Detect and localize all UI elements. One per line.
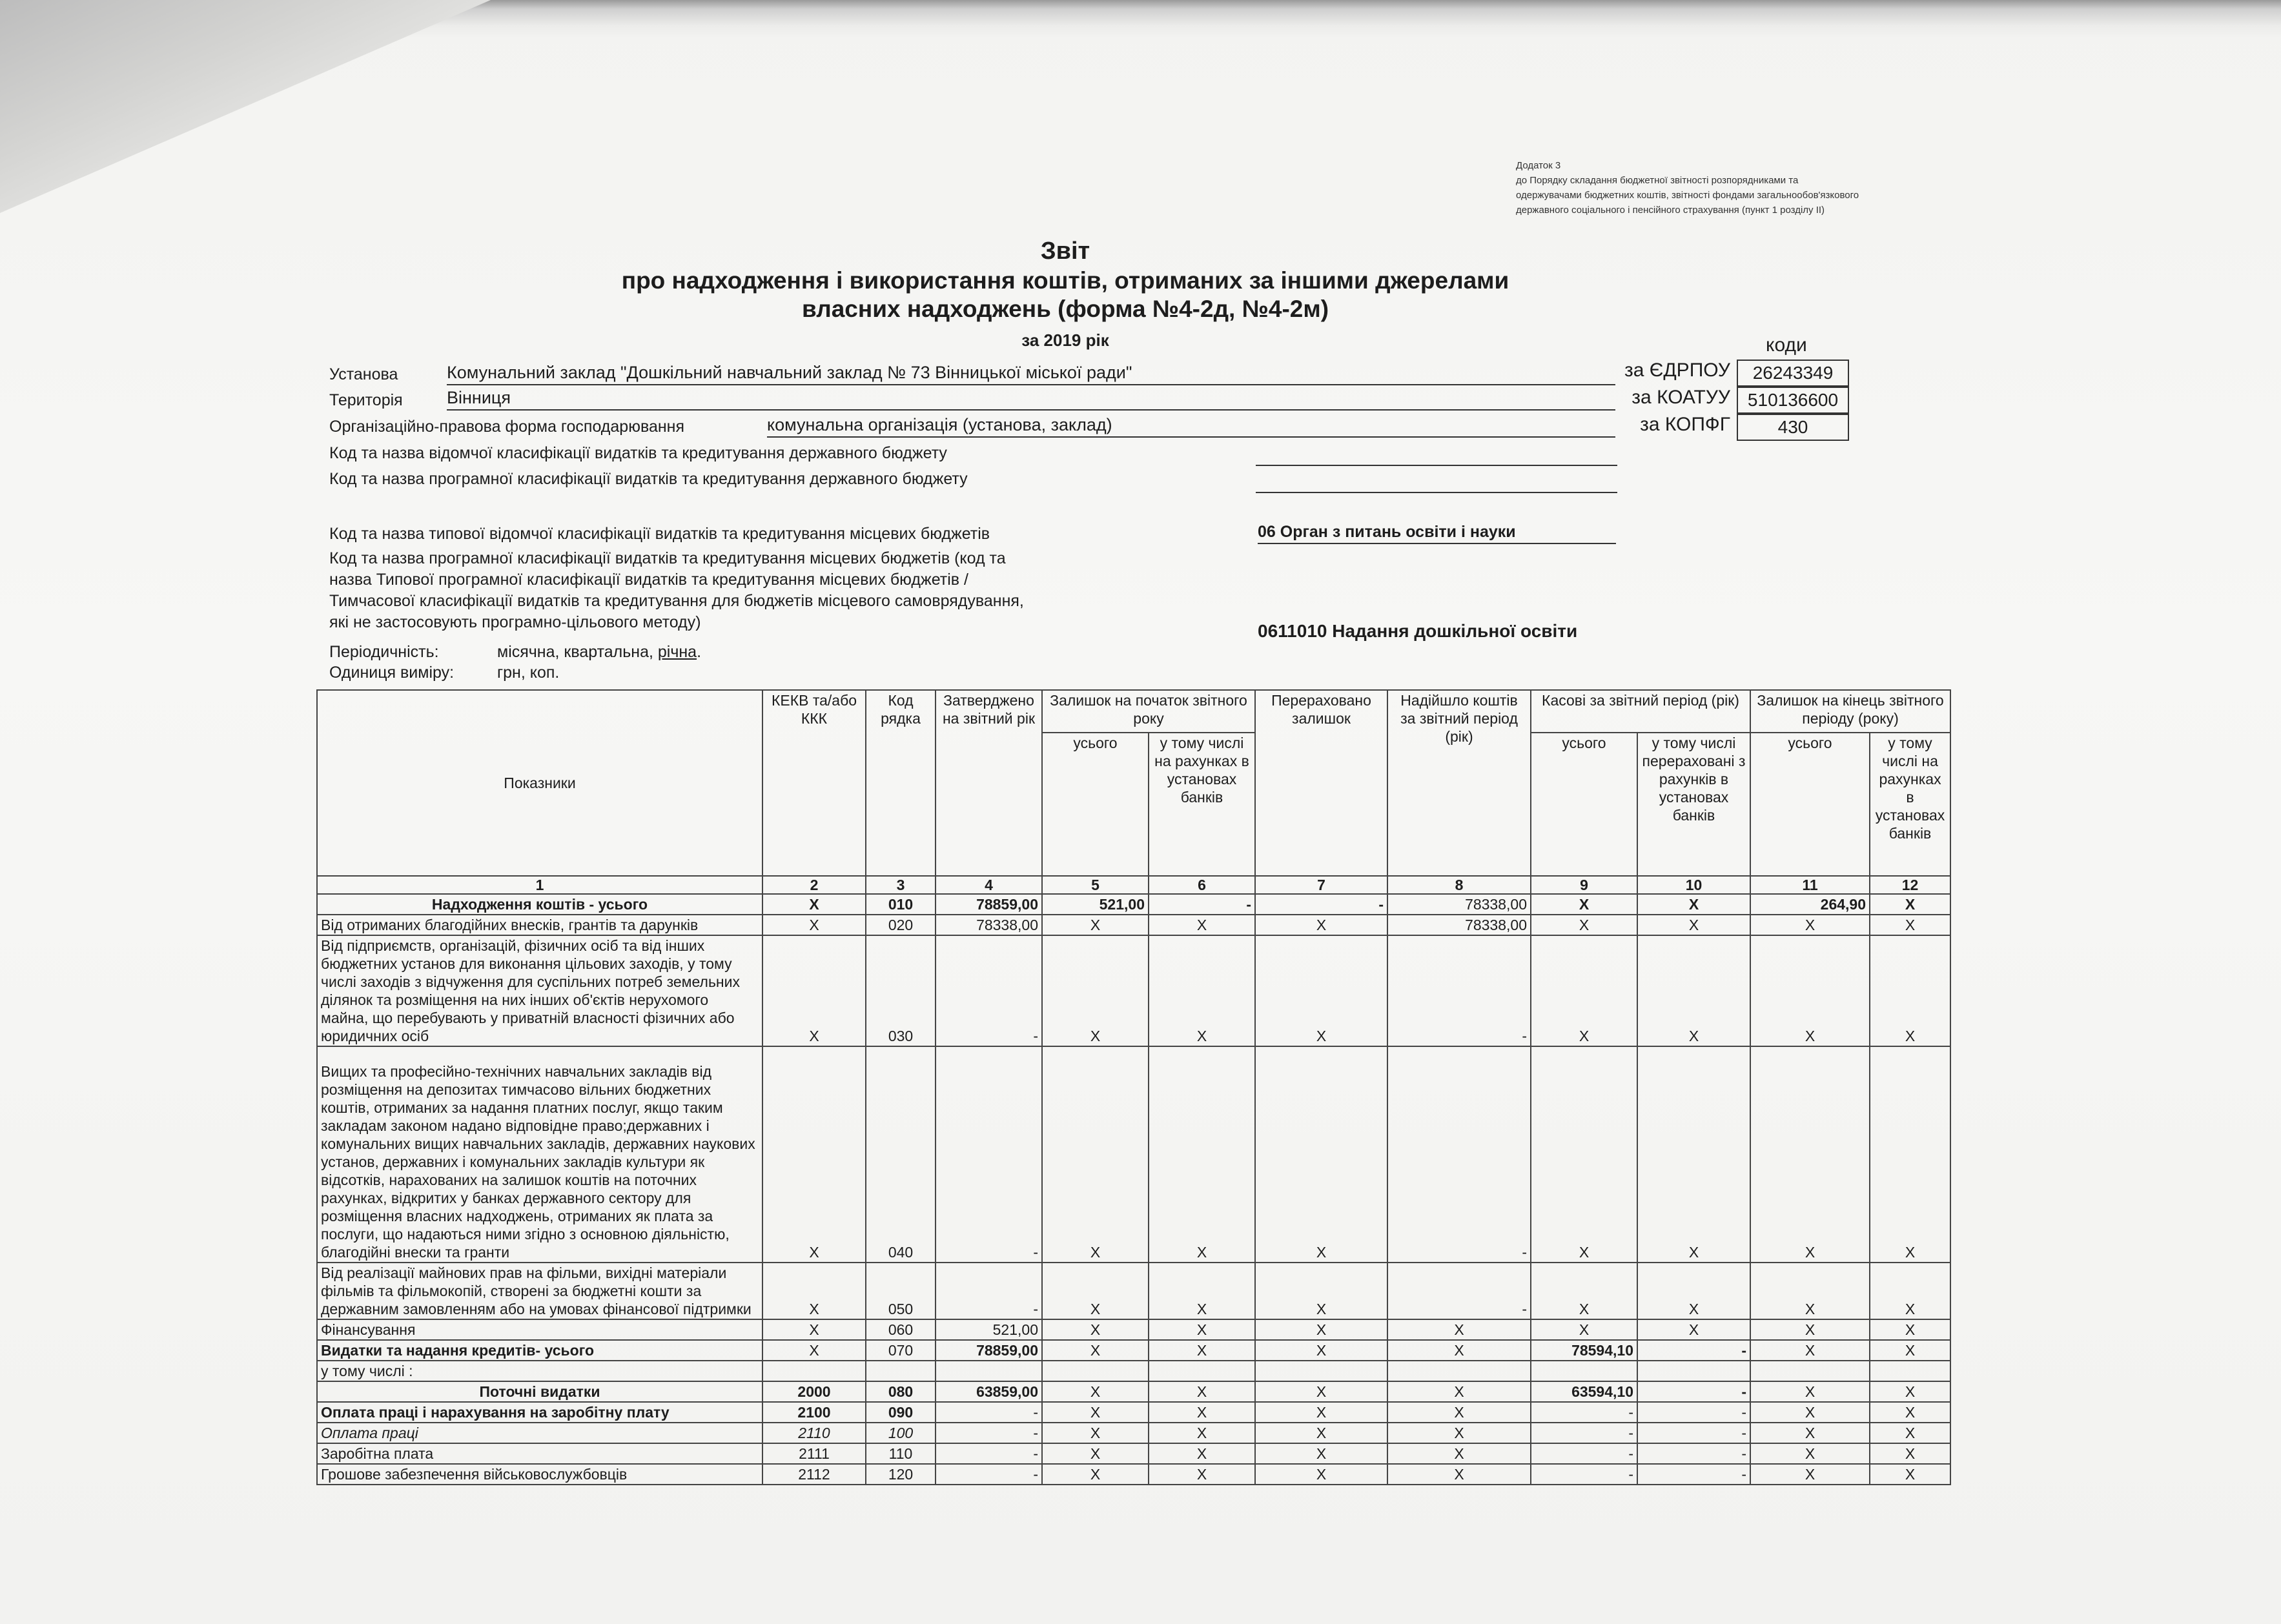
row-balance-start-banks: X	[1149, 1423, 1255, 1443]
row-kekv: X	[762, 1046, 866, 1263]
edrpou-code: 26243349	[1737, 360, 1849, 387]
column-number: 4	[936, 876, 1042, 894]
row-balance-start-banks: X	[1149, 1381, 1255, 1402]
column-number: 10	[1637, 876, 1750, 894]
row-balance-start-banks: X	[1149, 1443, 1255, 1464]
row-code: 100	[866, 1423, 936, 1443]
row-code: 060	[866, 1319, 936, 1340]
row-balance-start-banks: X	[1149, 1046, 1255, 1263]
table-row	[317, 1361, 1950, 1381]
row-kekv: 2111	[762, 1443, 866, 1464]
row-balance-start-banks: X	[1149, 1340, 1255, 1361]
unit-label: Одиниця виміру:	[329, 664, 455, 682]
header-cash: Касові за звітний період (рік)	[1531, 690, 1750, 733]
row-balance-end-total: X	[1750, 1443, 1870, 1464]
row-balance-start-total: X	[1042, 1263, 1149, 1319]
row-kekv: 2100	[762, 1402, 866, 1423]
territory-label: Територія	[329, 391, 403, 409]
row-balance-end-banks: X	[1870, 915, 1950, 935]
unit-value: грн, коп.	[497, 664, 560, 682]
row-balance-start-total: X	[1042, 915, 1149, 935]
row-balance-end-total: X	[1750, 1263, 1870, 1319]
row-transferred: X	[1255, 1263, 1387, 1319]
annex-line: Додаток 3	[1516, 160, 1561, 171]
row-balance-end-total: 264,90	[1750, 894, 1870, 915]
row-balance-end-banks: X	[1870, 1443, 1950, 1464]
row-approved: 63859,00	[936, 1381, 1042, 1402]
row-transferred: X	[1255, 915, 1387, 935]
row-name: Поточні видатки	[317, 1381, 762, 1402]
row-balance-end-total: X	[1750, 1046, 1870, 1263]
annex-line: до Порядку складання бюджетної звітності розпорядниками та	[1516, 175, 1799, 186]
row-balance-end-banks: X	[1870, 1340, 1950, 1361]
row-balance-end-total: X	[1750, 1319, 1870, 1340]
row-balance-end-total: X	[1750, 915, 1870, 935]
periodicity-label: Періодичність:	[329, 643, 439, 661]
row-cash-transferred: -	[1637, 1381, 1750, 1402]
row-balance-start-banks: X	[1149, 935, 1255, 1046]
row-cash-transferred: -	[1637, 1464, 1750, 1485]
header-balance-start-total: усього	[1042, 733, 1149, 876]
row-cash-transferred: -	[1637, 1443, 1750, 1464]
column-number: 2	[762, 876, 866, 894]
empty-cell	[1149, 1361, 1255, 1381]
header-indicators: Показники	[317, 690, 762, 876]
typical-dept-label: Код та назва типової відомчої класифікації видатків та кредитування місцевих бюджетів	[329, 525, 990, 543]
header-approved: Затверджено на звітний рік	[936, 690, 1042, 876]
row-kekv: X	[762, 915, 866, 935]
title-year: за 2019 рік	[1021, 330, 1109, 350]
row-balance-end-banks: X	[1870, 894, 1950, 915]
row-name: Від отриманих благодійних внесків, грантів та дарунків	[317, 915, 762, 935]
column-number: 9	[1531, 876, 1637, 894]
header-balance-end-total: усього	[1750, 733, 1870, 876]
periodicity-value	[497, 643, 701, 662]
row-kekv: 2000	[762, 1381, 866, 1402]
row-name: Вищих та професійно-технічних навчальних закладів від розміщення на депозитах тимчасово вільних бюджетних коштів, отриманих за надання платних послуг, якщо таким закладам законом надано відповідне право;державних і комунальних вищих навчальних закладів, державних наукових установ, державних і комунальних закладів культури як відсотків, нарахованих на залишок коштів на поточних рахунках, відкритих у банках державного сектору для розміщення власних надходжень, отриманих як плата за послуги, що надаються ними згідно з основною діяльністю, благодійні внески та гранти	[317, 1046, 762, 1263]
row-transferred: X	[1255, 1340, 1387, 1361]
table-row	[317, 1046, 1950, 1263]
row-cash-total: -	[1531, 1423, 1637, 1443]
local-prog-label-line: які не застосовують програмно-цільового методу)	[329, 613, 701, 631]
empty-cell	[1531, 1361, 1637, 1381]
periodicity-selected: річна	[657, 643, 697, 661]
row-name: Заробітна плата	[317, 1443, 762, 1464]
periodicity-options: місячна, квартальна,	[497, 643, 658, 661]
row-balance-end-banks: X	[1870, 1319, 1950, 1340]
row-code: 050	[866, 1263, 936, 1319]
row-approved: -	[936, 1443, 1042, 1464]
row-code: 070	[866, 1340, 936, 1361]
row-balance-end-banks: X	[1870, 1046, 1950, 1263]
row-approved: -	[936, 1046, 1042, 1263]
row-received: X	[1387, 1319, 1531, 1340]
table-row	[317, 915, 1950, 935]
row-balance-start-total: X	[1042, 1046, 1149, 1263]
header-balance-end-banks: у тому числі на рахунках в установах банків	[1870, 733, 1950, 876]
org-form-value: комунальна організація (установа, заклад)	[767, 415, 1615, 438]
koatuu-code: 510136600	[1737, 387, 1849, 414]
row-received: X	[1387, 1464, 1531, 1485]
row-name: Видатки та надання кредитів- усього	[317, 1340, 762, 1361]
row-balance-start-banks: X	[1149, 915, 1255, 935]
row-approved: -	[936, 1263, 1042, 1319]
row-balance-end-banks: X	[1870, 1263, 1950, 1319]
codes-header: коди	[1766, 334, 1807, 356]
row-balance-end-total: X	[1750, 935, 1870, 1046]
row-cash-transferred: X	[1637, 1046, 1750, 1263]
report-title	[452, 236, 1679, 353]
row-balance-start-banks: X	[1149, 1263, 1255, 1319]
table-row	[317, 1263, 1950, 1319]
row-balance-start-banks: X	[1149, 1319, 1255, 1340]
row-cash-total: X	[1531, 1263, 1637, 1319]
kopfg-label: за КОПФГ	[1640, 414, 1730, 435]
annex-line: державного соціального і пенсійного страхування (пункт 1 розділу II)	[1516, 205, 1825, 216]
edrpou-label: за ЄДРПОУ	[1624, 360, 1730, 381]
title-line: про надходження і використання коштів, отриманих за іншими джерелами	[621, 267, 1509, 294]
column-number: 3	[866, 876, 936, 894]
row-received: X	[1387, 1443, 1531, 1464]
row-balance-start-total: X	[1042, 1402, 1149, 1423]
local-prog-label-line: Тимчасової класифікації видатків та кредитування для бюджетів місцевого самоврядування,	[329, 592, 1024, 610]
row-balance-start-banks: X	[1149, 1402, 1255, 1423]
row-approved: -	[936, 1423, 1042, 1443]
row-approved: -	[936, 1402, 1042, 1423]
row-balance-start-total: 521,00	[1042, 894, 1149, 915]
row-balance-end-total: X	[1750, 1340, 1870, 1361]
row-name: Оплата праці і нарахування на заробітну плату	[317, 1402, 762, 1423]
row-received: 78338,00	[1387, 915, 1531, 935]
row-name: Надходження коштів - усього	[317, 894, 762, 915]
row-cash-transferred: -	[1637, 1340, 1750, 1361]
koatuu-label: за КОАТУУ	[1631, 387, 1730, 408]
row-code: 090	[866, 1402, 936, 1423]
column-number: 1	[317, 876, 762, 894]
row-cash-total: X	[1531, 915, 1637, 935]
row-cash-transferred: X	[1637, 1319, 1750, 1340]
row-approved: 78338,00	[936, 915, 1042, 935]
row-received: X	[1387, 1340, 1531, 1361]
row-cash-total: -	[1531, 1402, 1637, 1423]
empty-cell	[1387, 1361, 1531, 1381]
row-name: Грошове забезпечення військовослужбовців	[317, 1464, 762, 1485]
row-name: Оплата праці	[317, 1423, 762, 1443]
org-form-label: Організаційно-правова форма господарювання	[329, 418, 684, 436]
row-cash-transferred: X	[1637, 915, 1750, 935]
table-row	[317, 1443, 1950, 1464]
row-cash-total: X	[1531, 935, 1637, 1046]
row-balance-start-total: X	[1042, 1381, 1149, 1402]
row-balance-end-total: X	[1750, 1381, 1870, 1402]
row-transferred: X	[1255, 1443, 1387, 1464]
column-number: 11	[1750, 876, 1870, 894]
row-transferred: X	[1255, 1381, 1387, 1402]
row-name: у тому числі :	[317, 1361, 762, 1381]
table-row	[317, 935, 1950, 1046]
table-row	[317, 1319, 1950, 1340]
title-main: Звіт	[1040, 238, 1090, 265]
territory-value: Вінниця	[447, 388, 1615, 411]
row-cash-transferred: -	[1637, 1402, 1750, 1423]
header-balance-start-banks: у тому числі на рахунках в установах банків	[1149, 733, 1255, 876]
row-received: X	[1387, 1423, 1531, 1443]
row-balance-end-banks: X	[1870, 1381, 1950, 1402]
row-kekv: X	[762, 935, 866, 1046]
row-approved: 521,00	[936, 1319, 1042, 1340]
row-transferred: X	[1255, 1402, 1387, 1423]
row-kekv: X	[762, 894, 866, 915]
kopfg-code: 430	[1737, 414, 1849, 441]
row-kekv: X	[762, 1263, 866, 1319]
table-row	[317, 1381, 1950, 1402]
row-code: 030	[866, 935, 936, 1046]
title-line: власних надходжень (форма №4-2д, №4-2м)	[801, 296, 1329, 322]
column-number: 5	[1042, 876, 1149, 894]
header-received: Надійшло коштів за звітний період (рік)	[1387, 690, 1531, 876]
row-cash-total: 78594,10	[1531, 1340, 1637, 1361]
row-cash-transferred: -	[1637, 1423, 1750, 1443]
row-approved: 78859,00	[936, 894, 1042, 915]
institution-label: Установа	[329, 365, 398, 383]
row-received: X	[1387, 1381, 1531, 1402]
header-kekv: КЕКВ та/або ККК	[762, 690, 866, 876]
row-cash-transferred: X	[1637, 935, 1750, 1046]
row-cash-total: X	[1531, 1046, 1637, 1263]
periodicity-end: .	[697, 643, 702, 661]
header-transferred: Перераховано залишок	[1255, 690, 1387, 876]
row-cash-transferred: X	[1637, 894, 1750, 915]
row-name: Від реалізації майнових прав на фільми, вихідні матеріали фільмів та фільмокопій, створені за бюджетні кошти за державним замовленням або на умовах фінансової підтримки	[317, 1263, 762, 1319]
dept-code-line	[1256, 465, 1617, 466]
local-prog-label-line: Код та назва програмної класифікації видатків та кредитування місцевих бюджетів (код та	[329, 549, 1006, 567]
row-received: -	[1387, 935, 1531, 1046]
row-balance-end-banks: X	[1870, 1402, 1950, 1423]
row-kekv: X	[762, 1319, 866, 1340]
column-number: 7	[1255, 876, 1387, 894]
local-prog-label-line: назва Типової програмної класифікації видатків та кредитування місцевих бюджетів /	[329, 571, 968, 589]
row-balance-start-banks: X	[1149, 1464, 1255, 1485]
row-received: 78338,00	[1387, 894, 1531, 915]
report-table	[316, 689, 1951, 1485]
row-balance-end-banks: X	[1870, 935, 1950, 1046]
empty-cell	[1255, 1361, 1387, 1381]
row-transferred: X	[1255, 1423, 1387, 1443]
table-row	[317, 894, 1950, 915]
table-row	[317, 1464, 1950, 1485]
row-kekv: 2112	[762, 1464, 866, 1485]
prog-code-label: Код та назва програмної класифікації видатків та кредитування державного бюджету	[329, 470, 968, 488]
row-balance-start-total: X	[1042, 935, 1149, 1046]
row-received: -	[1387, 1263, 1531, 1319]
prog-code-line	[1256, 492, 1617, 493]
header-balance-start: Залишок на початок звітного року	[1042, 690, 1255, 733]
annex-line: одержувачами бюджетних коштів, звітності фондами загальнообов'язкового	[1516, 190, 1859, 201]
row-code: 120	[866, 1464, 936, 1485]
row-approved: -	[936, 1464, 1042, 1485]
row-name: Фінансування	[317, 1319, 762, 1340]
row-kekv: X	[762, 1340, 866, 1361]
row-cash-total: X	[1531, 894, 1637, 915]
row-balance-end-banks: X	[1870, 1464, 1950, 1485]
row-balance-end-total: X	[1750, 1423, 1870, 1443]
row-transferred: -	[1255, 894, 1387, 915]
header-cash-total: усього	[1531, 733, 1637, 876]
row-approved: -	[936, 935, 1042, 1046]
row-balance-end-total: X	[1750, 1402, 1870, 1423]
empty-cell	[1042, 1361, 1149, 1381]
column-number: 6	[1149, 876, 1255, 894]
empty-cell	[866, 1361, 936, 1381]
row-balance-start-banks: -	[1149, 894, 1255, 915]
header-code: Код рядка	[866, 690, 936, 876]
row-code: 040	[866, 1046, 936, 1263]
table-row	[317, 1340, 1950, 1361]
column-number: 12	[1870, 876, 1950, 894]
row-cash-total: -	[1531, 1443, 1637, 1464]
empty-cell	[1750, 1361, 1870, 1381]
institution-value: Комунальний заклад "Дошкільний навчальний заклад № 73 Вінницької міської ради"	[447, 363, 1615, 385]
row-balance-start-total: X	[1042, 1464, 1149, 1485]
row-balance-start-total: X	[1042, 1319, 1149, 1340]
header-cash-transferred: у тому числі перераховані з рахунків в установах банків	[1637, 733, 1750, 876]
row-balance-start-total: X	[1042, 1443, 1149, 1464]
row-cash-total: X	[1531, 1319, 1637, 1340]
row-received: -	[1387, 1046, 1531, 1263]
row-cash-total: 63594,10	[1531, 1381, 1637, 1402]
row-code: 110	[866, 1443, 936, 1464]
table-row	[317, 1402, 1950, 1423]
dept-code-label: Код та назва відомчої класифікації видатків та кредитування державного бюджету	[329, 444, 947, 462]
empty-cell	[1637, 1361, 1750, 1381]
empty-cell	[936, 1361, 1042, 1381]
column-number: 8	[1387, 876, 1531, 894]
row-transferred: X	[1255, 1046, 1387, 1263]
row-cash-total: -	[1531, 1464, 1637, 1485]
row-balance-start-total: X	[1042, 1340, 1149, 1361]
row-cash-transferred: X	[1637, 1263, 1750, 1319]
row-transferred: X	[1255, 1319, 1387, 1340]
row-code: 010	[866, 894, 936, 915]
row-received: X	[1387, 1402, 1531, 1423]
table-row	[317, 1423, 1950, 1443]
row-balance-start-total: X	[1042, 1423, 1149, 1443]
row-code: 080	[866, 1381, 936, 1402]
local-prog-label	[329, 548, 1233, 633]
row-transferred: X	[1255, 1464, 1387, 1485]
annex-note	[1516, 158, 1955, 218]
empty-cell	[762, 1361, 866, 1381]
empty-cell	[1870, 1361, 1950, 1381]
row-transferred: X	[1255, 935, 1387, 1046]
typical-dept-value: 06 Орган з питань освіти і науки	[1258, 523, 1616, 544]
row-code: 020	[866, 915, 936, 935]
row-balance-end-banks: X	[1870, 1423, 1950, 1443]
row-kekv: 2110	[762, 1423, 866, 1443]
row-approved: 78859,00	[936, 1340, 1042, 1361]
header-balance-end: Залишок на кінець звітного періоду (року)	[1750, 690, 1950, 733]
local-prog-value: 0611010 Надання дошкільної освіти	[1258, 621, 1578, 641]
row-balance-end-total: X	[1750, 1464, 1870, 1485]
row-name: Від підприємств, організацій, фізичних осіб та від інших бюджетних установ для виконання цільових заходів, у тому числі заходів з відчуження для суспільних потреб земельних ділянок та розміщення на них інших об'єктів нерухомого майна, що перебувають у приватній власності фізичних або юридичних осіб	[317, 935, 762, 1046]
